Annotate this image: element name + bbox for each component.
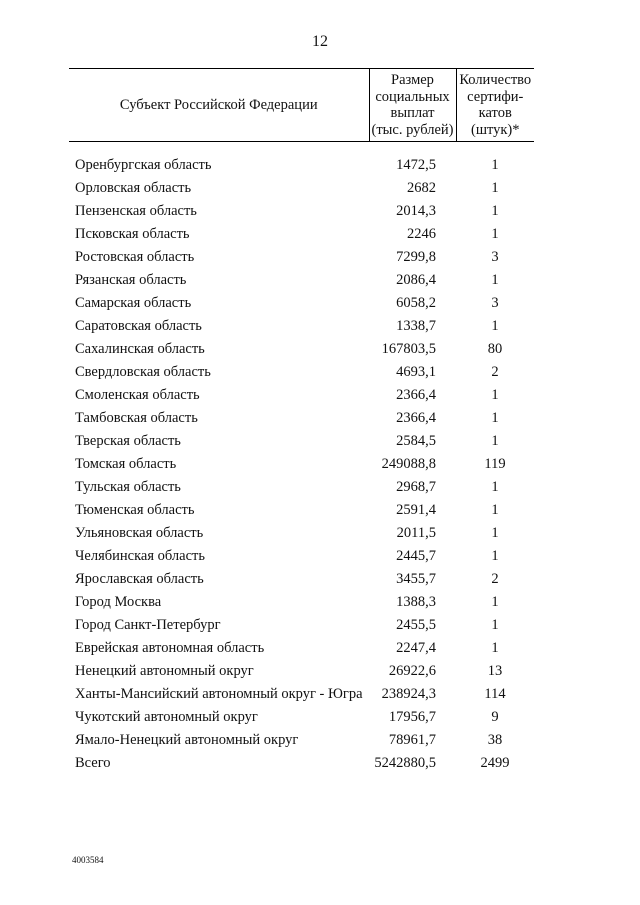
region-name-cell: Челябинская область — [75, 548, 205, 564]
region-name-cell: Ханты-Мансийский автономный округ - Югра — [75, 686, 363, 702]
region-name-cell: Город Санкт-Петербург — [75, 617, 221, 633]
payment-amount-cell: 1338,7 — [396, 318, 436, 334]
payment-amount-cell: 2086,4 — [396, 272, 436, 288]
region-name-cell: Саратовская область — [75, 318, 202, 334]
certificate-count-cell: 1 — [491, 272, 499, 288]
region-name-cell: Ростовская область — [75, 249, 195, 265]
subsidy-table — [69, 68, 534, 775]
table-row — [69, 706, 534, 729]
payment-amount-cell: 5242880,5 — [374, 755, 436, 771]
certificate-count-cell: 1 — [491, 617, 499, 633]
region-name-cell: Тульская область — [75, 479, 181, 495]
table-row — [69, 752, 534, 775]
region-name-cell: Самарская область — [75, 295, 192, 311]
table-header-row — [69, 69, 534, 142]
certificate-count-cell: 1 — [491, 433, 499, 449]
region-name-cell: Ульяновская область — [75, 525, 204, 541]
certificate-count-cell: 1 — [491, 226, 499, 242]
payment-amount-cell: 2247,4 — [396, 640, 436, 656]
payment-amount-cell: 2584,5 — [396, 433, 436, 449]
region-name-cell: Рязанская область — [75, 272, 187, 288]
table-row — [69, 729, 534, 752]
table-row — [69, 683, 534, 706]
table-row — [69, 545, 534, 568]
certificate-count-cell: 1 — [491, 318, 499, 334]
payment-amount-cell: 2968,7 — [396, 479, 436, 495]
header-certificates-line: сертифи- — [467, 88, 524, 105]
table-row — [69, 476, 534, 499]
header-certificates-line: катов — [478, 105, 512, 121]
document-code: 4003584 — [72, 855, 104, 865]
table-row — [69, 177, 534, 200]
table-row — [69, 223, 534, 246]
certificate-count-cell: 2 — [491, 571, 499, 587]
payment-amount-cell: 2366,4 — [396, 410, 436, 426]
certificate-count-cell: 9 — [491, 709, 499, 725]
certificate-count-cell: 13 — [487, 663, 503, 679]
table-row — [69, 637, 534, 660]
table-row — [69, 315, 534, 338]
header-payments-line: Размер — [391, 72, 434, 88]
header-payments — [369, 69, 456, 142]
table-row — [69, 361, 534, 384]
certificate-count-cell: 1 — [491, 479, 499, 495]
certificate-count-cell: 1 — [491, 502, 499, 518]
payment-amount-cell: 238924,3 — [381, 686, 436, 702]
payment-amount-cell: 2246 — [407, 226, 436, 242]
payment-amount-cell: 2682 — [407, 180, 436, 196]
region-name-cell: Свердловская область — [75, 364, 211, 380]
region-name-cell: Томская область — [75, 456, 177, 472]
certificate-count-cell: 1 — [491, 525, 499, 541]
table-row — [69, 384, 534, 407]
region-name-cell: Тверская область — [75, 433, 181, 449]
table-row — [69, 568, 534, 591]
header-subject: Субъект Российской Федерации — [69, 69, 369, 142]
payment-amount-cell: 2011,5 — [396, 525, 436, 541]
payment-amount-cell: 78961,7 — [388, 732, 436, 748]
certificate-count-cell: 119 — [484, 456, 506, 472]
header-payments-line: социальных — [375, 88, 450, 105]
certificate-count-cell: 1 — [491, 410, 499, 426]
region-name-cell: Смоленская область — [75, 387, 200, 403]
payment-amount-cell: 2455,5 — [396, 617, 436, 633]
table-row — [69, 614, 534, 637]
region-name-cell: Ямало-Ненецкий автономный округ — [75, 732, 299, 748]
region-name-cell: Тюменская область — [75, 502, 195, 518]
table-body — [69, 142, 534, 776]
payment-amount-cell: 1472,5 — [396, 157, 436, 173]
table-row — [69, 499, 534, 522]
region-name-cell: Оренбургская область — [75, 157, 212, 173]
table-row — [69, 407, 534, 430]
payment-amount-cell: 6058,2 — [396, 295, 436, 311]
certificate-count-cell: 1 — [491, 203, 499, 219]
table-row — [69, 338, 534, 361]
payment-amount-cell: 1388,3 — [396, 594, 436, 610]
table-row — [69, 591, 534, 614]
header-certificates-line: Количество — [459, 72, 532, 88]
header-payments-line: выплат — [390, 105, 435, 121]
table-row — [69, 154, 534, 177]
table-row — [69, 269, 534, 292]
payment-amount-cell: 7299,8 — [396, 249, 436, 265]
region-name-cell: Город Москва — [75, 594, 162, 610]
region-name-cell: Ярославская область — [75, 571, 204, 587]
certificate-count-cell: 114 — [484, 686, 506, 702]
region-name-cell: Псковская область — [75, 226, 190, 242]
payment-amount-cell: 4693,1 — [396, 364, 436, 380]
payment-amount-cell: 2445,7 — [396, 548, 436, 564]
region-name-cell: Тамбовская область — [75, 410, 198, 426]
region-name-cell: Пензенская область — [75, 203, 197, 219]
payment-amount-cell: 3455,7 — [396, 571, 436, 587]
table-row — [69, 292, 534, 315]
certificate-count-cell: 2499 — [480, 755, 510, 771]
spacer-cell — [69, 142, 534, 155]
certificate-count-cell: 1 — [491, 548, 499, 564]
table-row — [69, 453, 534, 476]
table-row — [69, 246, 534, 269]
table-row — [69, 660, 534, 683]
payment-amount-cell: 26922,6 — [388, 663, 436, 679]
certificate-count-cell: 1 — [491, 640, 499, 656]
certificate-count-cell: 1 — [491, 180, 499, 196]
header-certificates — [456, 69, 534, 142]
page-number: 12 — [312, 33, 328, 50]
payment-amount-cell: 167803,5 — [381, 341, 436, 357]
region-name-cell: Ненецкий автономный округ — [75, 663, 254, 679]
certificate-count-cell: 1 — [491, 387, 499, 403]
region-name-cell: Еврейская автономная область — [75, 640, 265, 656]
region-name-cell: Всего — [75, 755, 111, 771]
payment-amount-cell: 2014,3 — [396, 203, 436, 219]
table-row — [69, 522, 534, 545]
payment-amount-cell: 2366,4 — [396, 387, 436, 403]
table-spacer-row — [69, 142, 534, 155]
payment-amount-cell: 249088,8 — [381, 456, 436, 472]
table-row — [69, 200, 534, 223]
payment-amount-cell: 2591,4 — [396, 502, 436, 518]
region-name-cell: Сахалинская область — [75, 341, 205, 357]
certificate-count-cell: 3 — [491, 295, 499, 311]
certificate-count-cell: 38 — [487, 732, 503, 748]
region-name-cell: Орловская область — [75, 180, 192, 196]
certificate-count-cell: 1 — [491, 594, 499, 610]
header-certificates-line: (штук)* — [470, 121, 520, 138]
payment-amount-cell: 17956,7 — [388, 709, 436, 725]
header-payments-line: (тыс. рублей) — [371, 121, 454, 138]
certificate-count-cell: 2 — [491, 364, 499, 380]
certificate-count-cell: 3 — [491, 249, 499, 265]
certificate-count-cell: 1 — [491, 157, 499, 173]
certificate-count-cell: 80 — [487, 341, 503, 357]
region-name-cell: Чукотский автономный округ — [75, 709, 258, 725]
table-row — [69, 430, 534, 453]
